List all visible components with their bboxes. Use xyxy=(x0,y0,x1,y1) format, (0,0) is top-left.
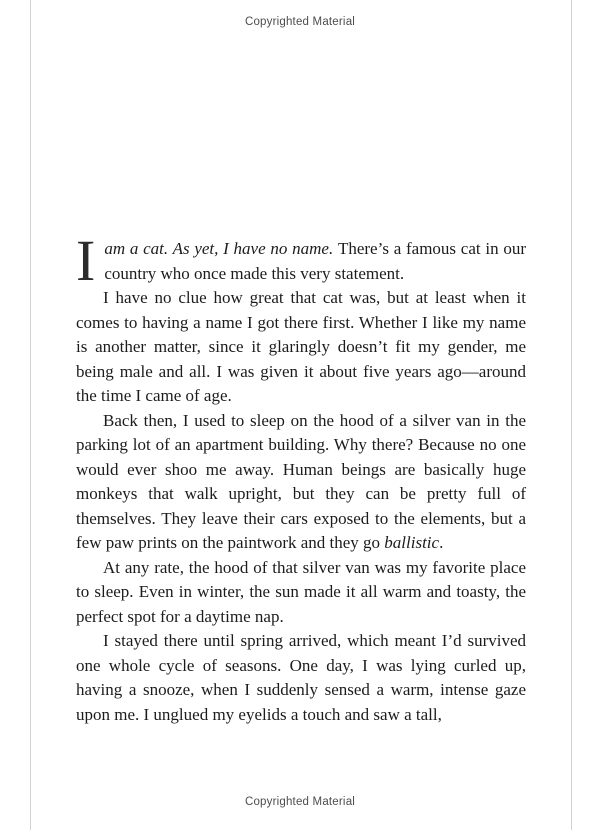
text-segment: I have no clue how great that cat was, but at least when it comes to having a name I got there first. Whether I like my name is another matter, since it glaringly doesn’t fit my gender, me being male and all. I was given it about five years ago—around the time I came of age. xyxy=(76,288,526,405)
page-edge-right xyxy=(571,0,572,830)
text-segment: . xyxy=(439,533,444,552)
paragraph xyxy=(76,286,526,409)
copyright-notice-top: Copyrighted Material xyxy=(244,16,356,28)
text-segment: Back then, I used to sleep on the hood of a silver van in the parking lot of an apartment building. Why there? Because no one would ever shoo me away. Human beings are basically huge monkeys that walk upright, but they can be pretty full of themselves. They leave their cars exposed to the elements, but a few paw prints on the paintwork and they go xyxy=(76,410,526,552)
page-edge-left xyxy=(30,0,31,830)
paragraph xyxy=(76,228,526,293)
paragraph xyxy=(76,629,526,727)
paragraph xyxy=(76,556,526,630)
text-segment: am a cat. As yet, I have no name. xyxy=(104,239,338,258)
text-segment: ballistic xyxy=(384,533,440,552)
text-segment: I stayed there until spring arrived, which meant I’d survived one whole cycle of seasons. One day, I was lying curled up, having a snooze, when I suddenly sensed a warm, intense gaze upon me. I unglued my eyelids a touch and saw a tall, xyxy=(76,631,526,724)
book-text-block xyxy=(76,228,526,727)
drop-cap: I xyxy=(76,228,96,293)
text-segment: There’s a famous cat in our country who once made this very statement. xyxy=(104,239,526,283)
paragraph xyxy=(76,409,526,556)
text-segment: At any rate, the hood of that silver van was my favorite place to sleep. Even in winter, the sun made it all warm and toasty, the perfect spot for a daytime nap. xyxy=(76,557,526,626)
copyright-notice-bottom: Copyrighted Material xyxy=(244,796,356,808)
